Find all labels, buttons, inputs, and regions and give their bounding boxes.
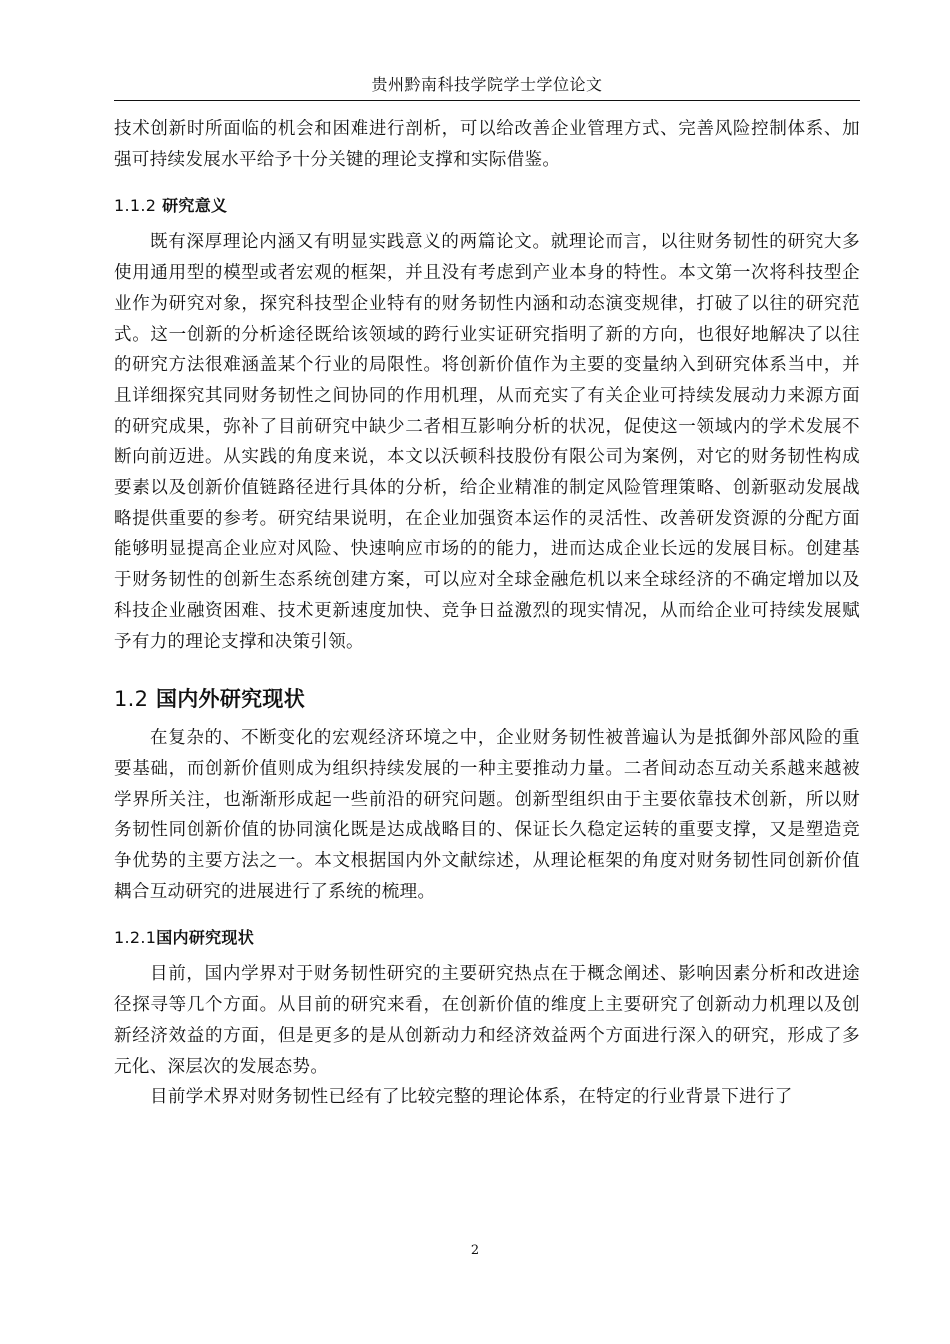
- page-number: 2: [470, 1243, 480, 1258]
- section-number: 1.1.2: [114, 196, 157, 216]
- section-heading-1-1-2: [114, 195, 860, 217]
- running-header: 贵州黔南科技学院学士学位论文: [371, 75, 603, 94]
- header-rule: [114, 100, 860, 101]
- section-title: 国内研究现状: [156, 928, 255, 948]
- body-text: [114, 114, 860, 1113]
- section-number: 1.2.1: [114, 928, 157, 948]
- section-heading-1-2: [114, 685, 860, 713]
- section-number: 1.2: [114, 687, 149, 712]
- paragraph-research-significance: 既有深厚理论内涵又有明显实践意义的两篇论文。就理论而言，以往财务韧性的研究大多使用通用型的模型或者宏观的框架，并且没有考虑到产业本身的特性。本文第一次将科技型企业作为研究对象，探究科技型企业特有的财务韧性内涵和动态演变规律，打破了以往的研究范式。这一创新的分析途径既给该领域的跨行业实证研究指明了新的方向，也很好地解决了以往的研究方法很难涵盖某个行业的局限性。将创新价值作为主要的变量纳入到研究体系当中，并且详细探究其同财务韧性之间协同的作用机理，从而充实了有关企业可持续发展动力来源方面的研究成果，弥补了目前研究中缺少二者相互影响分析的状况，促使这一领域内的学术发展不断向前迈进。从实践的角度来说，本文以沃顿科技股份有限公司为案例，对它的财务韧性构成要素以及创新价值链路径进行具体的分析，给企业精准的制定风险管理策略、创新驱动发展战略提供重要的参考。研究结果说明，在企业加强资本运作的灵活性、改善研发资源的分配方面能够明显提高企业应对风险、快速响应市场的的能力，进而达成企业长远的发展目标。创建基于财务韧性的创新生态系统创建方案，可以应对全球金融危机以来全球经济的不确定增加以及科技企业融资困难、技术更新速度加快、竞争日益激烈的现实情况，从而给企业可持续发展赋予有力的理论支撑和决策引领。: [114, 232, 860, 652]
- section-title: 研究意义: [162, 196, 228, 216]
- section-title: 国内外研究现状: [155, 687, 306, 712]
- intro-paragraph: 技术创新时所面临的机会和困难进行剖析，可以给改善企业管理方式、完善风险控制体系、加强可持续发展水平给予十分关键的理论支撑和实际借鉴。: [114, 119, 860, 170]
- paragraph-research-status: 在复杂的、不断变化的宏观经济环境之中，企业财务韧性被普遍认为是抵御外部风险的重要基础，而创新价值则成为组织持续发展的一种主要推动力量。二者间动态互动关系越来越被学界所关注，也渐渐形成起一些前沿的研究问题。创新型组织由于主要依靠技术创新，所以财务韧性同创新价值的协同演化既是达成战略目的、保证长久稳定运转的重要支撑，又是塑造竞争优势的主要方法之一。本文根据国内外文献综述，从理论框架的角度对财务韧性同创新价值耦合互动研究的进展进行了系统的梳理。: [114, 728, 860, 902]
- section-heading-1-2-1: [114, 927, 860, 949]
- paragraph-domestic-status-2: 目前学术界对财务韧性已经有了比较完整的理论体系，在特定的行业背景下进行了: [150, 1087, 793, 1108]
- paragraph-domestic-status-1: 目前，国内学界对于财务韧性研究的主要研究热点在于概念阐述、影响因素分析和改进途径探寻等几个方面。从目前的研究来看，在创新价值的维度上主要研究了创新动力机理以及创新经济效益的方面，但是更多的是从创新动力和经济效益两个方面进行深入的研究，形成了多元化、深层次的发展态势。: [114, 964, 860, 1077]
